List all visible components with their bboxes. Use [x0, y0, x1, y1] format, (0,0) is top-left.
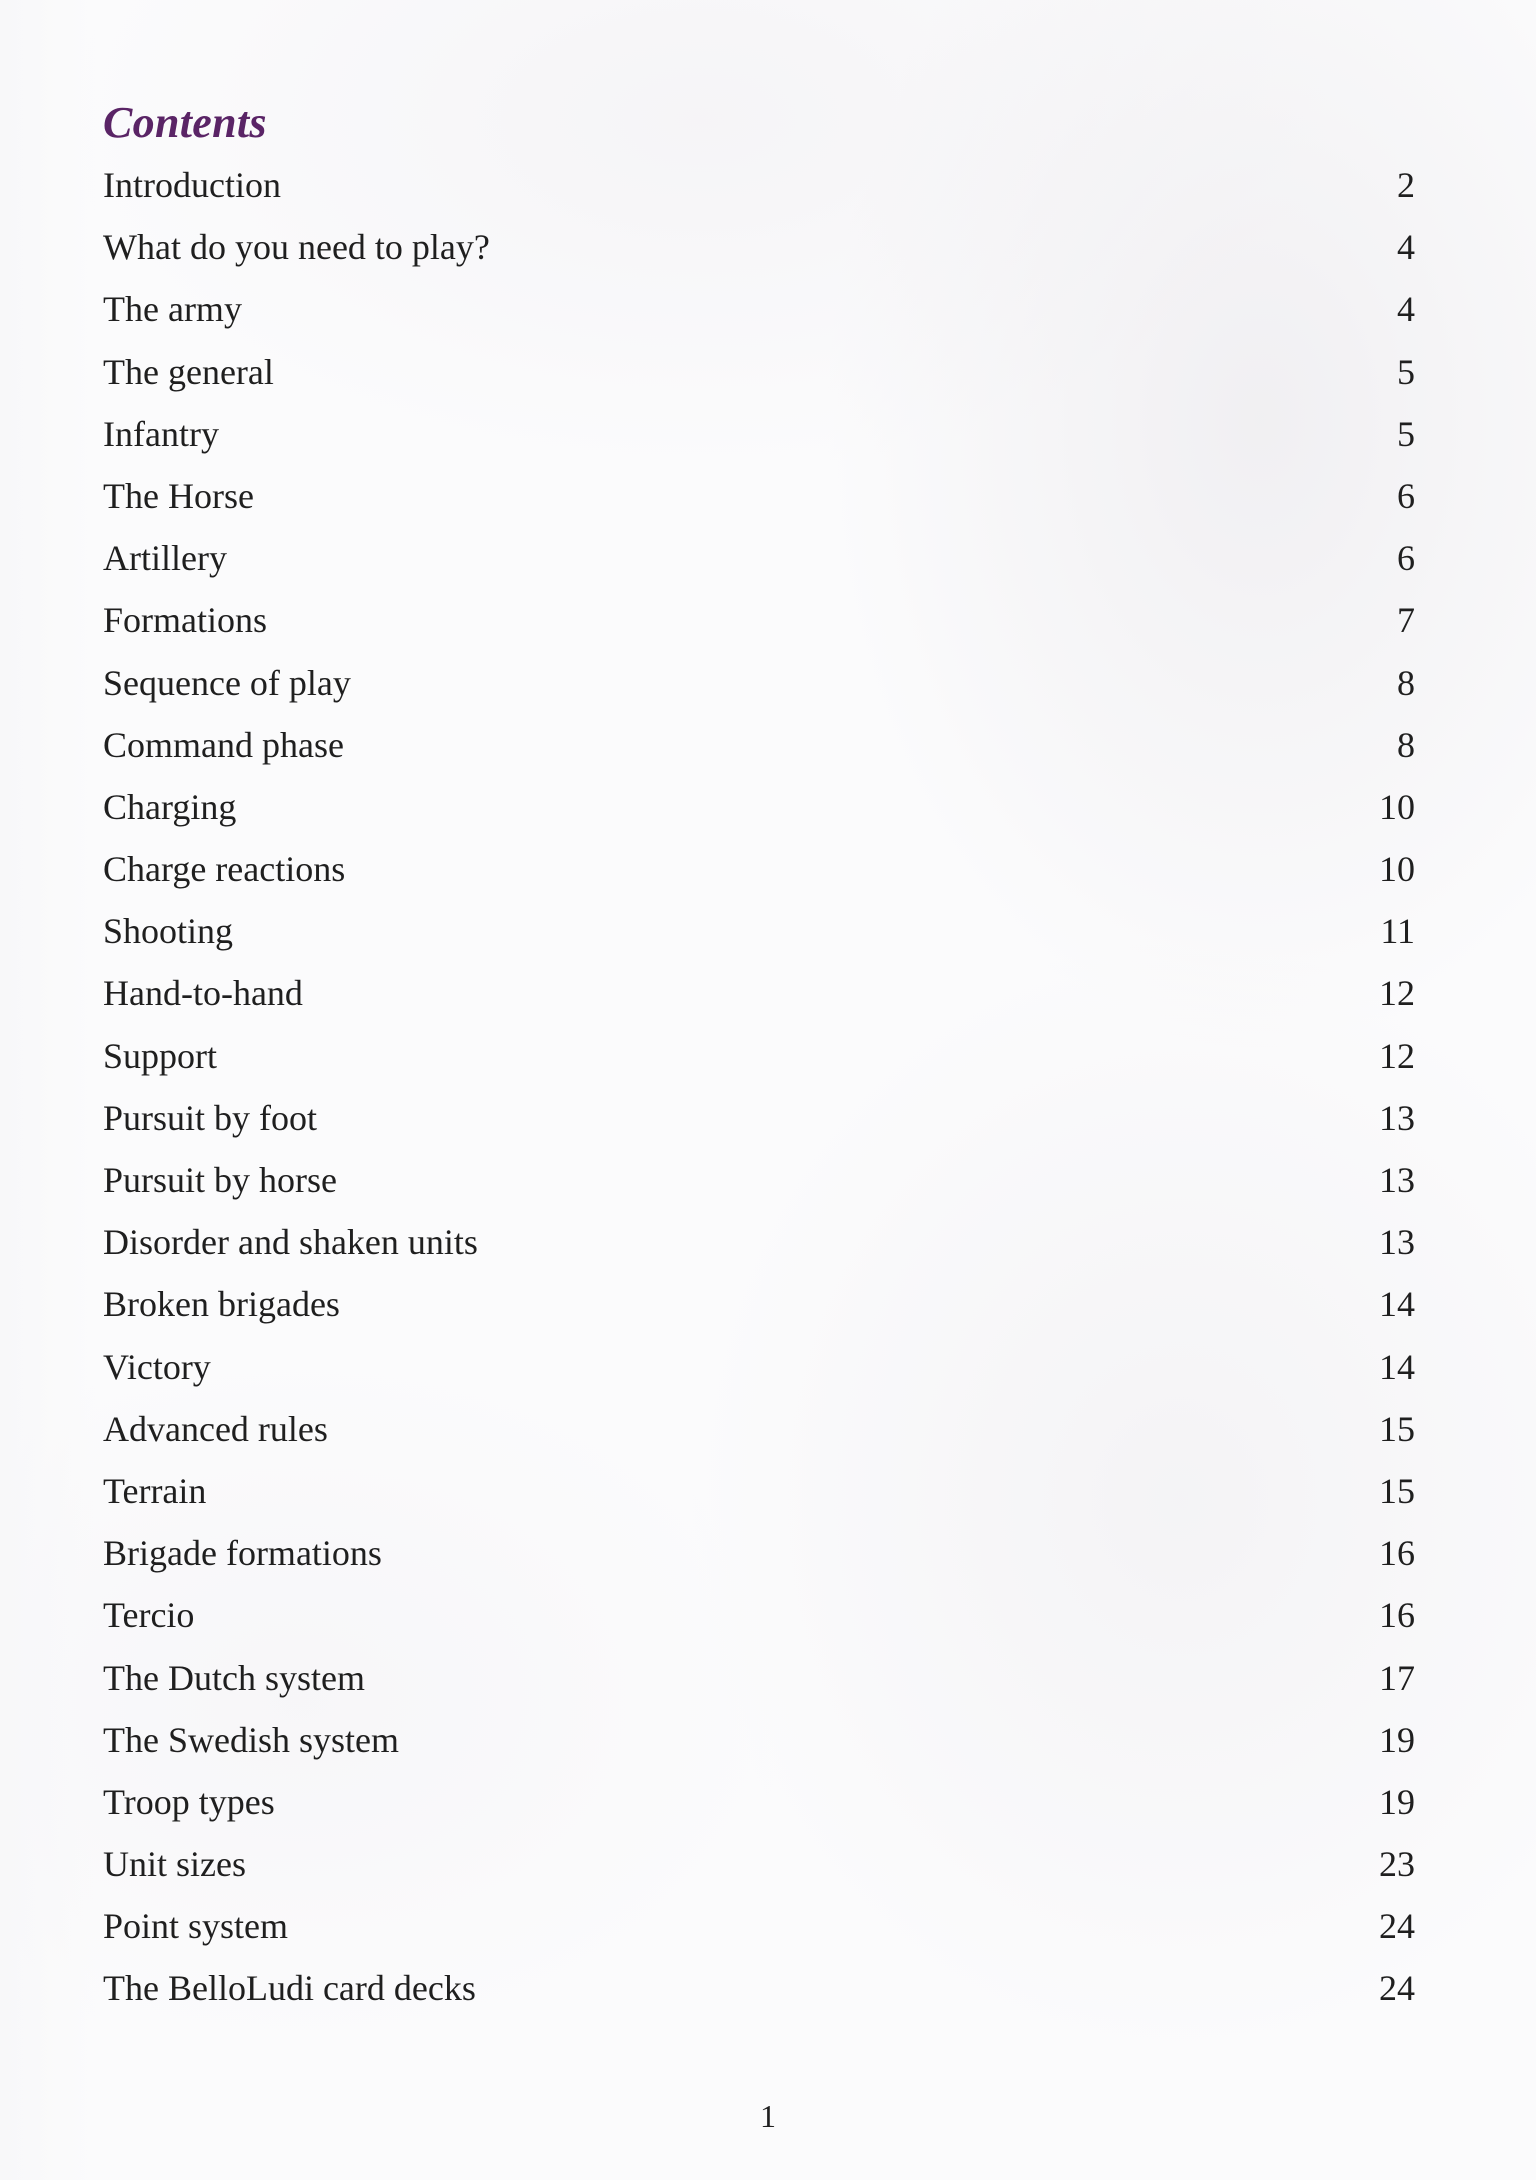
- toc-entry-page-number: 7: [1397, 600, 1415, 641]
- toc-entry-page-number: 17: [1379, 1657, 1415, 1698]
- toc-entry[interactable]: [103, 1087, 1415, 1149]
- toc-entry-label: Broken brigades: [103, 1284, 340, 1325]
- toc-entry-page-number: 6: [1397, 538, 1415, 579]
- toc-entry-page-number: 5: [1397, 351, 1415, 392]
- toc-entry-page-number: 19: [1379, 1781, 1415, 1822]
- toc-entry[interactable]: [103, 776, 1415, 838]
- toc-entry-page-number: 8: [1397, 724, 1415, 765]
- toc-entry-label: Introduction: [103, 165, 281, 205]
- toc-entry-page-number: 5: [1397, 413, 1415, 454]
- toc-entry[interactable]: [103, 838, 1415, 900]
- toc-entry[interactable]: [103, 1460, 1415, 1522]
- table-of-contents: [103, 92, 1415, 2020]
- toc-entry-page-number: 24: [1379, 1968, 1415, 2009]
- toc-entry-label: Troop types: [103, 1781, 275, 1822]
- toc-entry[interactable]: [103, 962, 1415, 1024]
- toc-entry-page-number: 8: [1397, 662, 1415, 703]
- toc-entry[interactable]: [103, 1522, 1415, 1584]
- toc-entry-label: Point system: [103, 1906, 289, 1947]
- toc-entry-page-number: 11: [1380, 911, 1415, 952]
- toc-entry-page-number: 13: [1379, 1222, 1415, 1263]
- toc-entry[interactable]: [103, 154, 1415, 216]
- toc-entry-label: The BelloLudi card decks: [103, 1968, 476, 2009]
- toc-entry-page-number: 10: [1379, 849, 1415, 890]
- toc-entry-label: What do you need to play?: [103, 227, 490, 268]
- contents-heading: Contents: [103, 98, 267, 147]
- toc-entry-label: Artillery: [103, 538, 227, 579]
- toc-entry-page-number: 16: [1379, 1533, 1415, 1574]
- toc-entry-label: The Swedish system: [103, 1719, 399, 1760]
- toc-entry[interactable]: [103, 652, 1415, 714]
- toc-entry[interactable]: [103, 900, 1415, 962]
- toc-entry-page-number: 15: [1379, 1470, 1415, 1511]
- toc-entry[interactable]: [103, 1211, 1415, 1273]
- toc-entry-label: Sequence of play: [103, 662, 351, 703]
- toc-entry-page-number: 4: [1397, 289, 1415, 330]
- toc-entry-page-number: 12: [1379, 973, 1415, 1014]
- toc-entry[interactable]: [103, 1584, 1415, 1646]
- toc-entry[interactable]: [103, 278, 1415, 340]
- toc-entry[interactable]: [103, 465, 1415, 527]
- toc-entry[interactable]: [103, 1709, 1415, 1771]
- toc-entry-page-number: 23: [1379, 1844, 1415, 1885]
- toc-entry[interactable]: [103, 341, 1415, 403]
- toc-entry-label: Hand-to-hand: [103, 973, 303, 1014]
- toc-entry[interactable]: [103, 714, 1415, 776]
- toc-entry-page-number: 19: [1379, 1719, 1415, 1760]
- toc-entry[interactable]: [103, 1895, 1415, 1957]
- toc-entry-label: Command phase: [103, 724, 344, 765]
- page-margin-shading: [0, 0, 96, 2180]
- toc-entry[interactable]: [103, 589, 1415, 651]
- toc-entry-label: Charge reactions: [103, 849, 346, 890]
- toc-entry-page-number: 13: [1379, 1160, 1415, 1200]
- toc-entry-page-number: 15: [1379, 1408, 1415, 1449]
- toc-entry-page-number: 14: [1379, 1346, 1415, 1387]
- toc-entry-page-number: 6: [1397, 475, 1415, 516]
- toc-entry[interactable]: [103, 403, 1415, 465]
- toc-entry-label: The Horse: [103, 475, 254, 516]
- toc-entry-label: Victory: [103, 1346, 211, 1387]
- toc-entry-page-number: 2: [1397, 165, 1415, 205]
- toc-entry-label: Pursuit by foot: [103, 1097, 318, 1138]
- toc-entry-page-number: 4: [1397, 227, 1415, 268]
- toc-entry[interactable]: [103, 1647, 1415, 1709]
- toc-entry[interactable]: [103, 216, 1415, 278]
- toc-entry[interactable]: [103, 1398, 1415, 1460]
- toc-entry[interactable]: [103, 1957, 1415, 2019]
- toc-entry-label: Terrain: [103, 1470, 207, 1511]
- toc-entry[interactable]: [103, 1025, 1415, 1087]
- toc-entry[interactable]: [103, 1149, 1415, 1211]
- toc-entry-page-number: 16: [1379, 1595, 1415, 1636]
- toc-entry-label: Advanced rules: [103, 1408, 328, 1449]
- toc-entry-label: Infantry: [103, 413, 219, 454]
- toc-entry-label: The general: [103, 351, 274, 392]
- toc-entry-label: Brigade formations: [103, 1533, 382, 1574]
- toc-entry-page-number: 13: [1379, 1097, 1415, 1138]
- toc-entry-label: Disorder and shaken units: [103, 1222, 478, 1263]
- toc-entry[interactable]: [103, 1771, 1415, 1833]
- toc-entry-label: Support: [103, 1035, 218, 1076]
- toc-entry-label: Formations: [103, 600, 268, 641]
- toc-entry-label: Tercio: [103, 1595, 195, 1636]
- toc-entry-page-number: 14: [1379, 1284, 1415, 1325]
- toc-entry-label: Shooting: [103, 911, 234, 952]
- toc-entry[interactable]: [103, 1336, 1415, 1398]
- toc-entry[interactable]: [103, 527, 1415, 589]
- toc-entry-page-number: 12: [1379, 1035, 1415, 1076]
- toc-entry-page-number: 24: [1379, 1906, 1415, 1947]
- toc-entry-label: Pursuit by horse: [103, 1160, 337, 1200]
- toc-entry-list: [103, 154, 1415, 2020]
- page-number: 1: [760, 2098, 776, 2134]
- toc-entry-page-number: 10: [1379, 786, 1415, 827]
- toc-entry-label: Charging: [103, 786, 237, 827]
- toc-entry[interactable]: [103, 1833, 1415, 1895]
- toc-entry-label: The army: [103, 289, 242, 330]
- toc-entry-label: The Dutch system: [103, 1657, 365, 1698]
- toc-entry-label: Unit sizes: [103, 1844, 246, 1885]
- toc-entry[interactable]: [103, 1273, 1415, 1335]
